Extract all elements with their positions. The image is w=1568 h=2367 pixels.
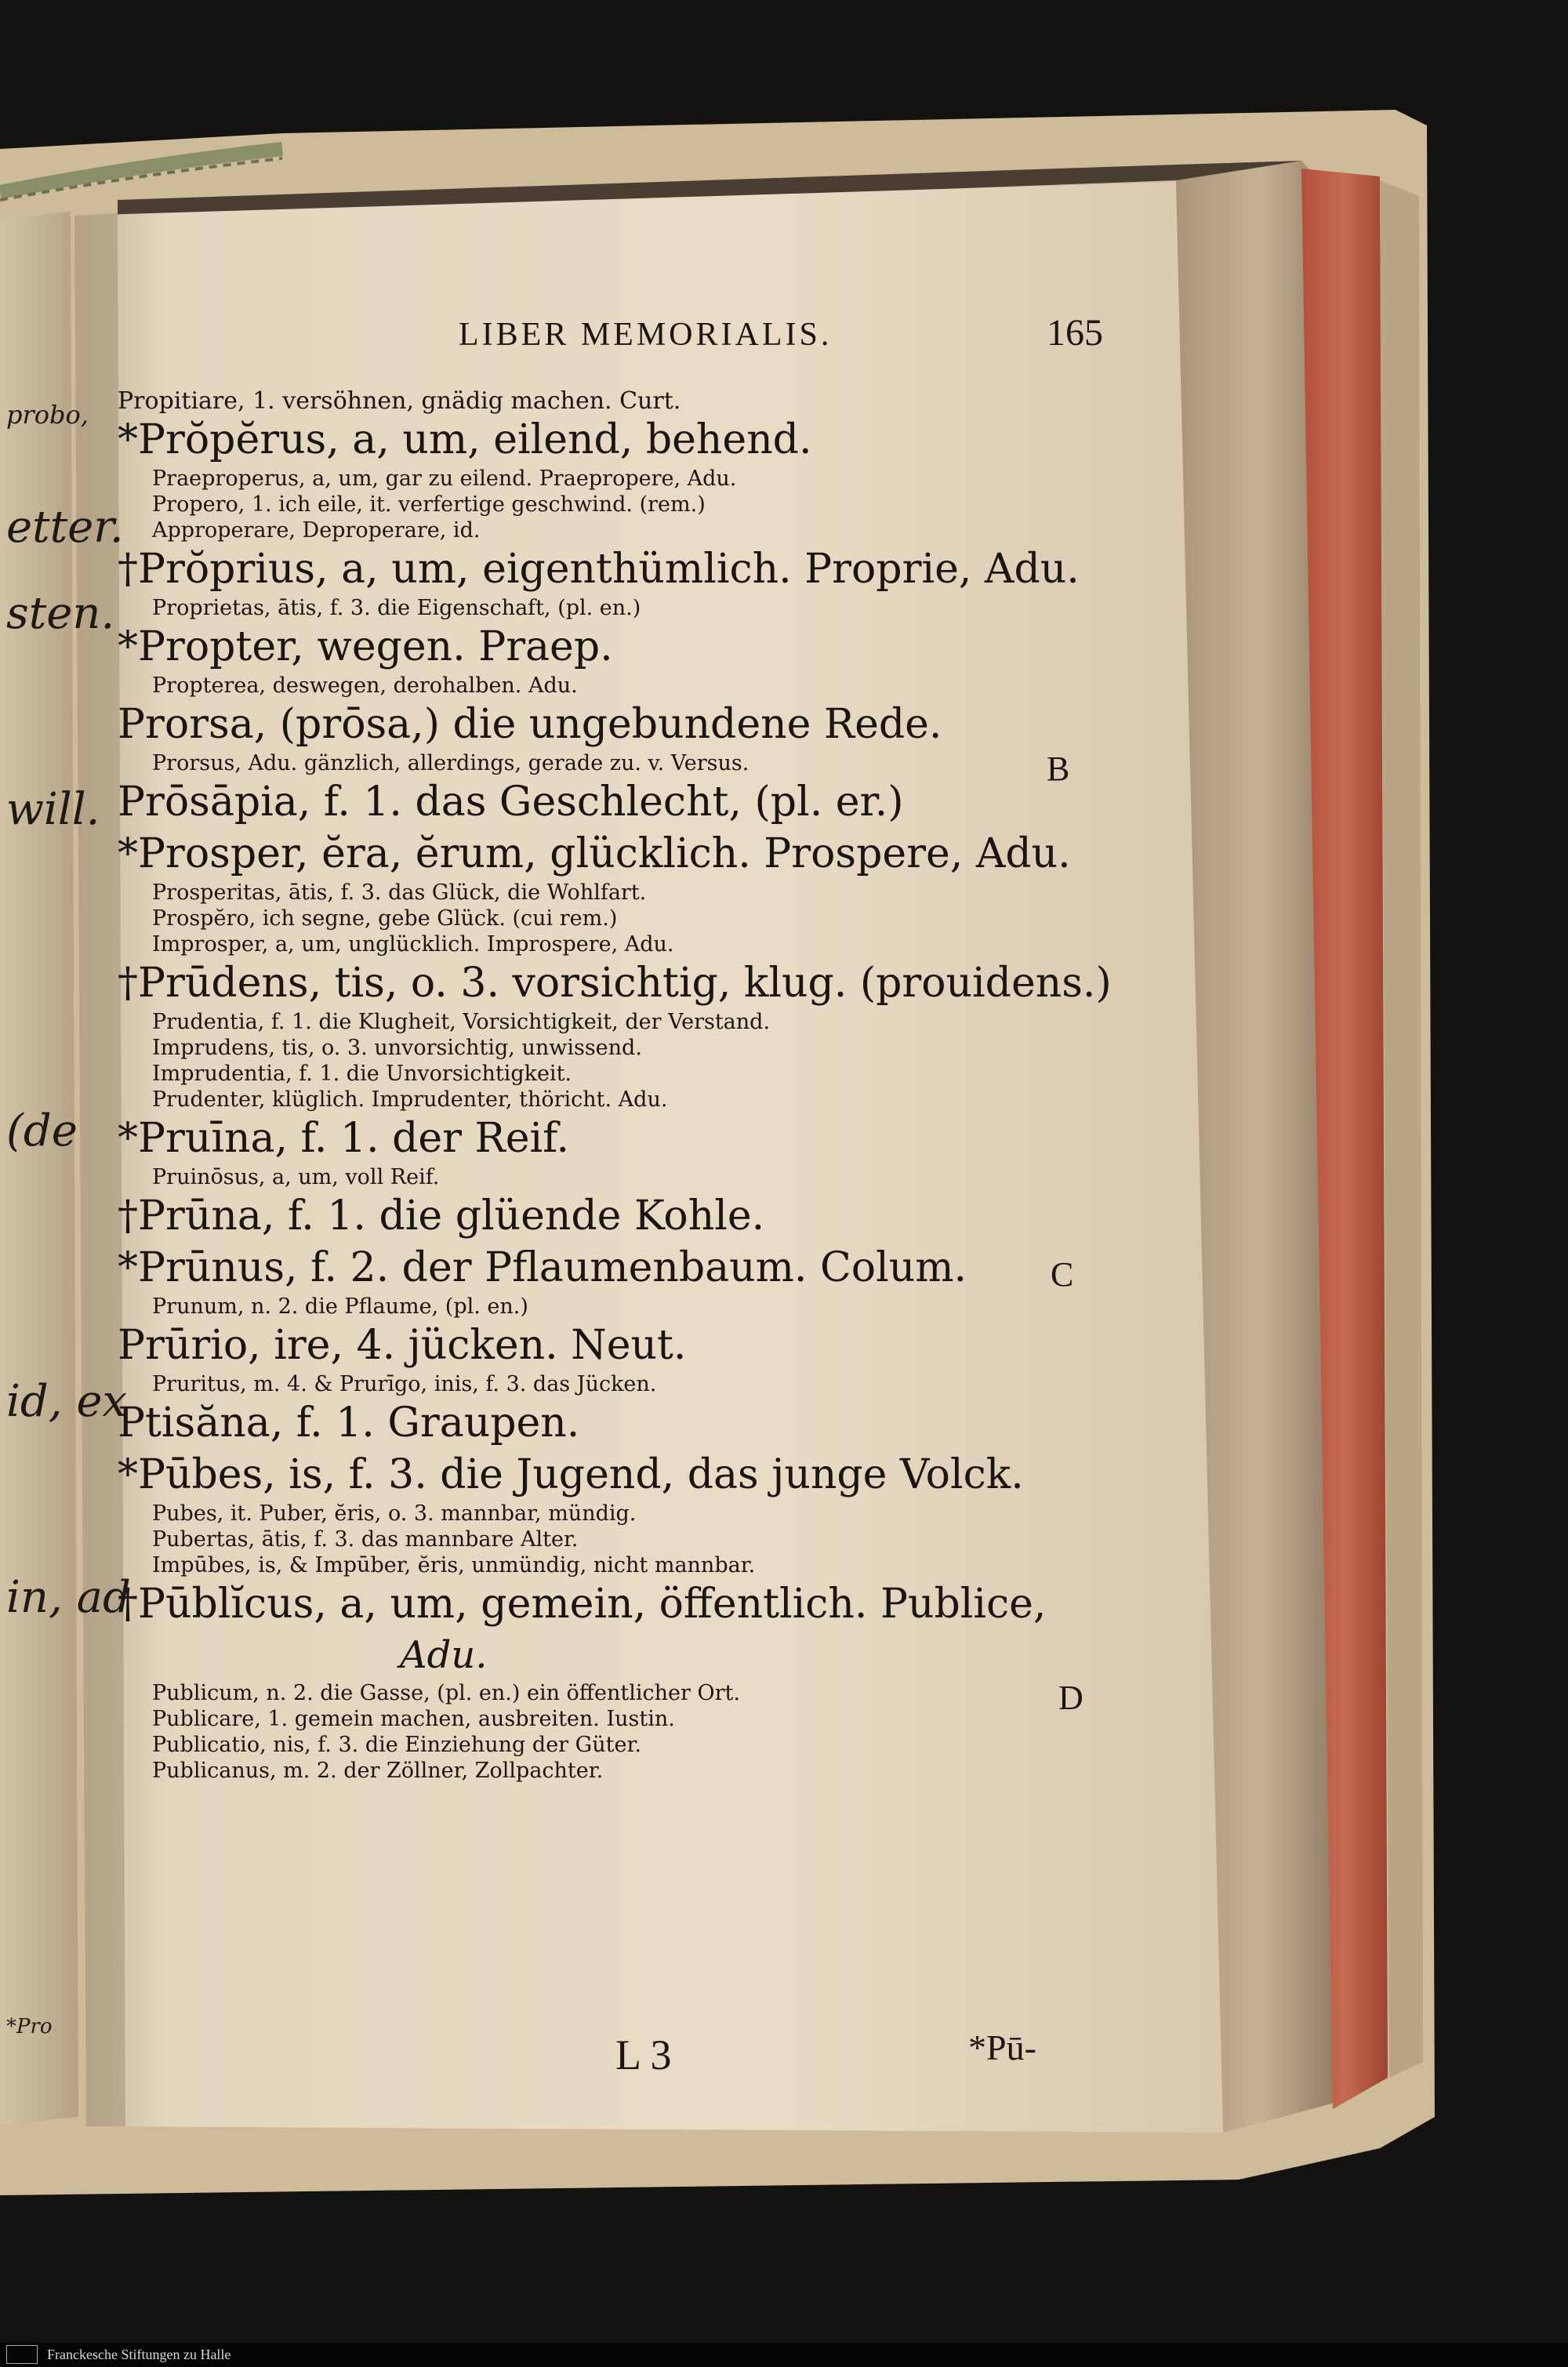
entry-headword-line: *Prŏpĕrus, a, um, eilend, behend. — [118, 416, 812, 463]
dictionary-entry — [118, 1578, 1137, 1784]
entry-derivative-line: Publicanus, m. 2. der Zöllner, Zollpachter. — [152, 1759, 604, 1783]
facing-page-fragment: sten. — [6, 588, 115, 639]
entry-headword-line: Prorsa, (prōsa,) die ungebundene Rede. — [118, 701, 942, 748]
dictionary-entry — [118, 388, 1137, 414]
entry-headword-line: *Pruīna, f. 1. der Reif. — [118, 1115, 570, 1162]
facing-page-fragment: *Pro — [6, 2015, 53, 2038]
dictionary-entry — [118, 1397, 1137, 1449]
signature-mark: L 3 — [615, 2031, 672, 2078]
facing-page-fragment: in, ad — [6, 1572, 131, 1623]
section-letter: C — [1051, 1255, 1074, 1294]
running-head — [337, 312, 1121, 363]
dictionary-entry — [118, 828, 1137, 957]
dictionary-entry — [118, 414, 1137, 543]
entry-derivative-line: Publicatio, nis, f. 3. die Einziehung der Güter. — [152, 1733, 641, 1757]
entry-derivative-line: Pubes, it. Puber, ĕris, o. 3. mannbar, mündig. — [152, 1501, 637, 1526]
facing-page-fragment: etter. — [6, 502, 124, 553]
entry-headword-line: *Prūnus, f. 2. der Pflaumenbaum. Colum. — [118, 1244, 967, 1291]
entry-derivative-line: Praeproperus, a, um, gar zu eilend. Praepropere, Adu. — [152, 467, 737, 491]
catchword: *Pū- — [968, 2028, 1036, 2067]
facing-page-fragment: probo, — [6, 400, 89, 430]
facing-page-fragment: id, ex — [6, 1376, 128, 1427]
entry-continuation-line: Adu. — [400, 1633, 488, 1677]
dictionary-entry — [118, 1190, 1137, 1242]
entry-headword-line: †Pūblĭcus, a, um, gemein, öffentlich. Publice, — [118, 1581, 1047, 1628]
entry-derivative-line: Prorsus, Adu. gänzlich, allerdings, gerade zu. v. Versus. — [152, 751, 750, 775]
dictionary-page — [118, 310, 1137, 2129]
entry-derivative-line: Pruinōsus, a, um, voll Reif. — [152, 1165, 440, 1189]
section-letter: D — [1058, 1679, 1083, 1717]
entry-derivative-line: Pubertas, ātis, f. 3. das mannbare Alter. — [152, 1527, 579, 1552]
entry-derivative-line: Approperare, Deproperare, id. — [152, 518, 481, 543]
entry-derivative-line: Publicare, 1. gemein machen, ausbreiten. Iustin. — [152, 1707, 675, 1731]
entry-headword-line: Ptisăna, f. 1. Graupen. — [118, 1400, 580, 1447]
entry-headword-line: †Prŏprius, a, um, eigenthümlich. Proprie, Adu. — [118, 546, 1080, 593]
entry-derivative-line: Imprudens, tis, o. 3. unvorsichtig, unwissend. — [152, 1036, 642, 1060]
dictionary-entry — [118, 1449, 1137, 1578]
dictionary-entry — [118, 776, 1137, 828]
dictionary-entry — [118, 621, 1137, 699]
entry-headword-line: †Prūdens, tis, o. 3. vorsichtig, klug. (prouidens.) — [118, 960, 1112, 1007]
entry-derivative-line: Prosperitas, ātis, f. 3. das Glück, die Wohlfart. — [152, 880, 647, 905]
dictionary-entry — [118, 699, 1137, 776]
entry-headword-line: Prōsāpia, f. 1. das Geschlecht, (pl. er.) — [118, 779, 904, 826]
running-title: LIBER MEMORIALIS. — [459, 317, 833, 353]
facing-page-fragments — [0, 0, 131, 2352]
entry-derivative-line: Improsper, a, um, unglücklich. Improspere, Adu. — [152, 932, 674, 957]
entry-derivative-line: Prospĕro, ich segne, gebe Glück. (cui rem.) — [152, 906, 618, 931]
entry-derivative-line: Propterea, deswegen, derohalben. Adu. — [152, 673, 578, 698]
entry-derivative-line: Prunum, n. 2. die Pflaume, (pl. en.) — [152, 1294, 528, 1319]
section-letter: B — [1047, 750, 1070, 788]
dictionary-entry — [118, 543, 1137, 621]
entry-derivative-line: Publicum, n. 2. die Gasse, (pl. en.) ein öffentlicher Ort. — [152, 1681, 740, 1705]
facing-page-fragment: will. — [6, 784, 100, 835]
entry-derivative-line: Prudentia, f. 1. die Klugheit, Vorsichtigkeit, der Verstand. — [152, 1010, 771, 1034]
entry-derivative-line: Impūbes, is, & Impūber, ĕris, unmündig, nicht mannbar. — [152, 1553, 756, 1577]
entry-derivative-line: Propero, 1. ich eile, it. verfertige geschwind. (rem.) — [152, 492, 706, 517]
dictionary-entry — [118, 1113, 1137, 1190]
entry-headword-line: *Prosper, ĕra, ĕrum, glücklich. Prospere, Adu. — [118, 830, 1071, 877]
dictionary-entry — [118, 1242, 1137, 1320]
entry-derivative-line: Prudenter, klüglich. Imprudenter, thöricht. Adu. — [152, 1087, 668, 1112]
entry-headword-line: *Pūbes, is, f. 3. die Jugend, das junge Volck. — [118, 1451, 1024, 1498]
facing-page-fragment: (de — [6, 1105, 78, 1156]
dictionary-entries — [118, 388, 1137, 1784]
footer-bar — [0, 2343, 1568, 2367]
entry-headword-line: *Propter, wegen. Praep. — [118, 623, 613, 670]
page-number: 165 — [1047, 312, 1103, 354]
entry-headword-line: Prūrio, ire, 4. jücken. Neut. — [118, 1322, 687, 1369]
entry-derivative-line: Pruritus, m. 4. & Prurīgo, inis, f. 3. das Jücken. — [152, 1372, 657, 1396]
dictionary-entry — [118, 957, 1137, 1113]
dictionary-entry — [118, 1320, 1137, 1397]
entry-derivative-line: Imprudentia, f. 1. die Unvorsichtigkeit. — [152, 1062, 572, 1086]
entry-headword-line: †Prūna, f. 1. die glüende Kohle. — [118, 1193, 765, 1240]
entry-derivative-line: Proprietas, ātis, f. 3. die Eigenschaft, (pl. en.) — [152, 596, 641, 620]
entry-derivative-line: Propitiare, 1. versöhnen, gnädig machen. Curt. — [118, 387, 681, 415]
institution-logo-icon — [6, 2345, 38, 2364]
footer-credit: Franckesche Stiftungen zu Halle — [47, 2347, 231, 2362]
